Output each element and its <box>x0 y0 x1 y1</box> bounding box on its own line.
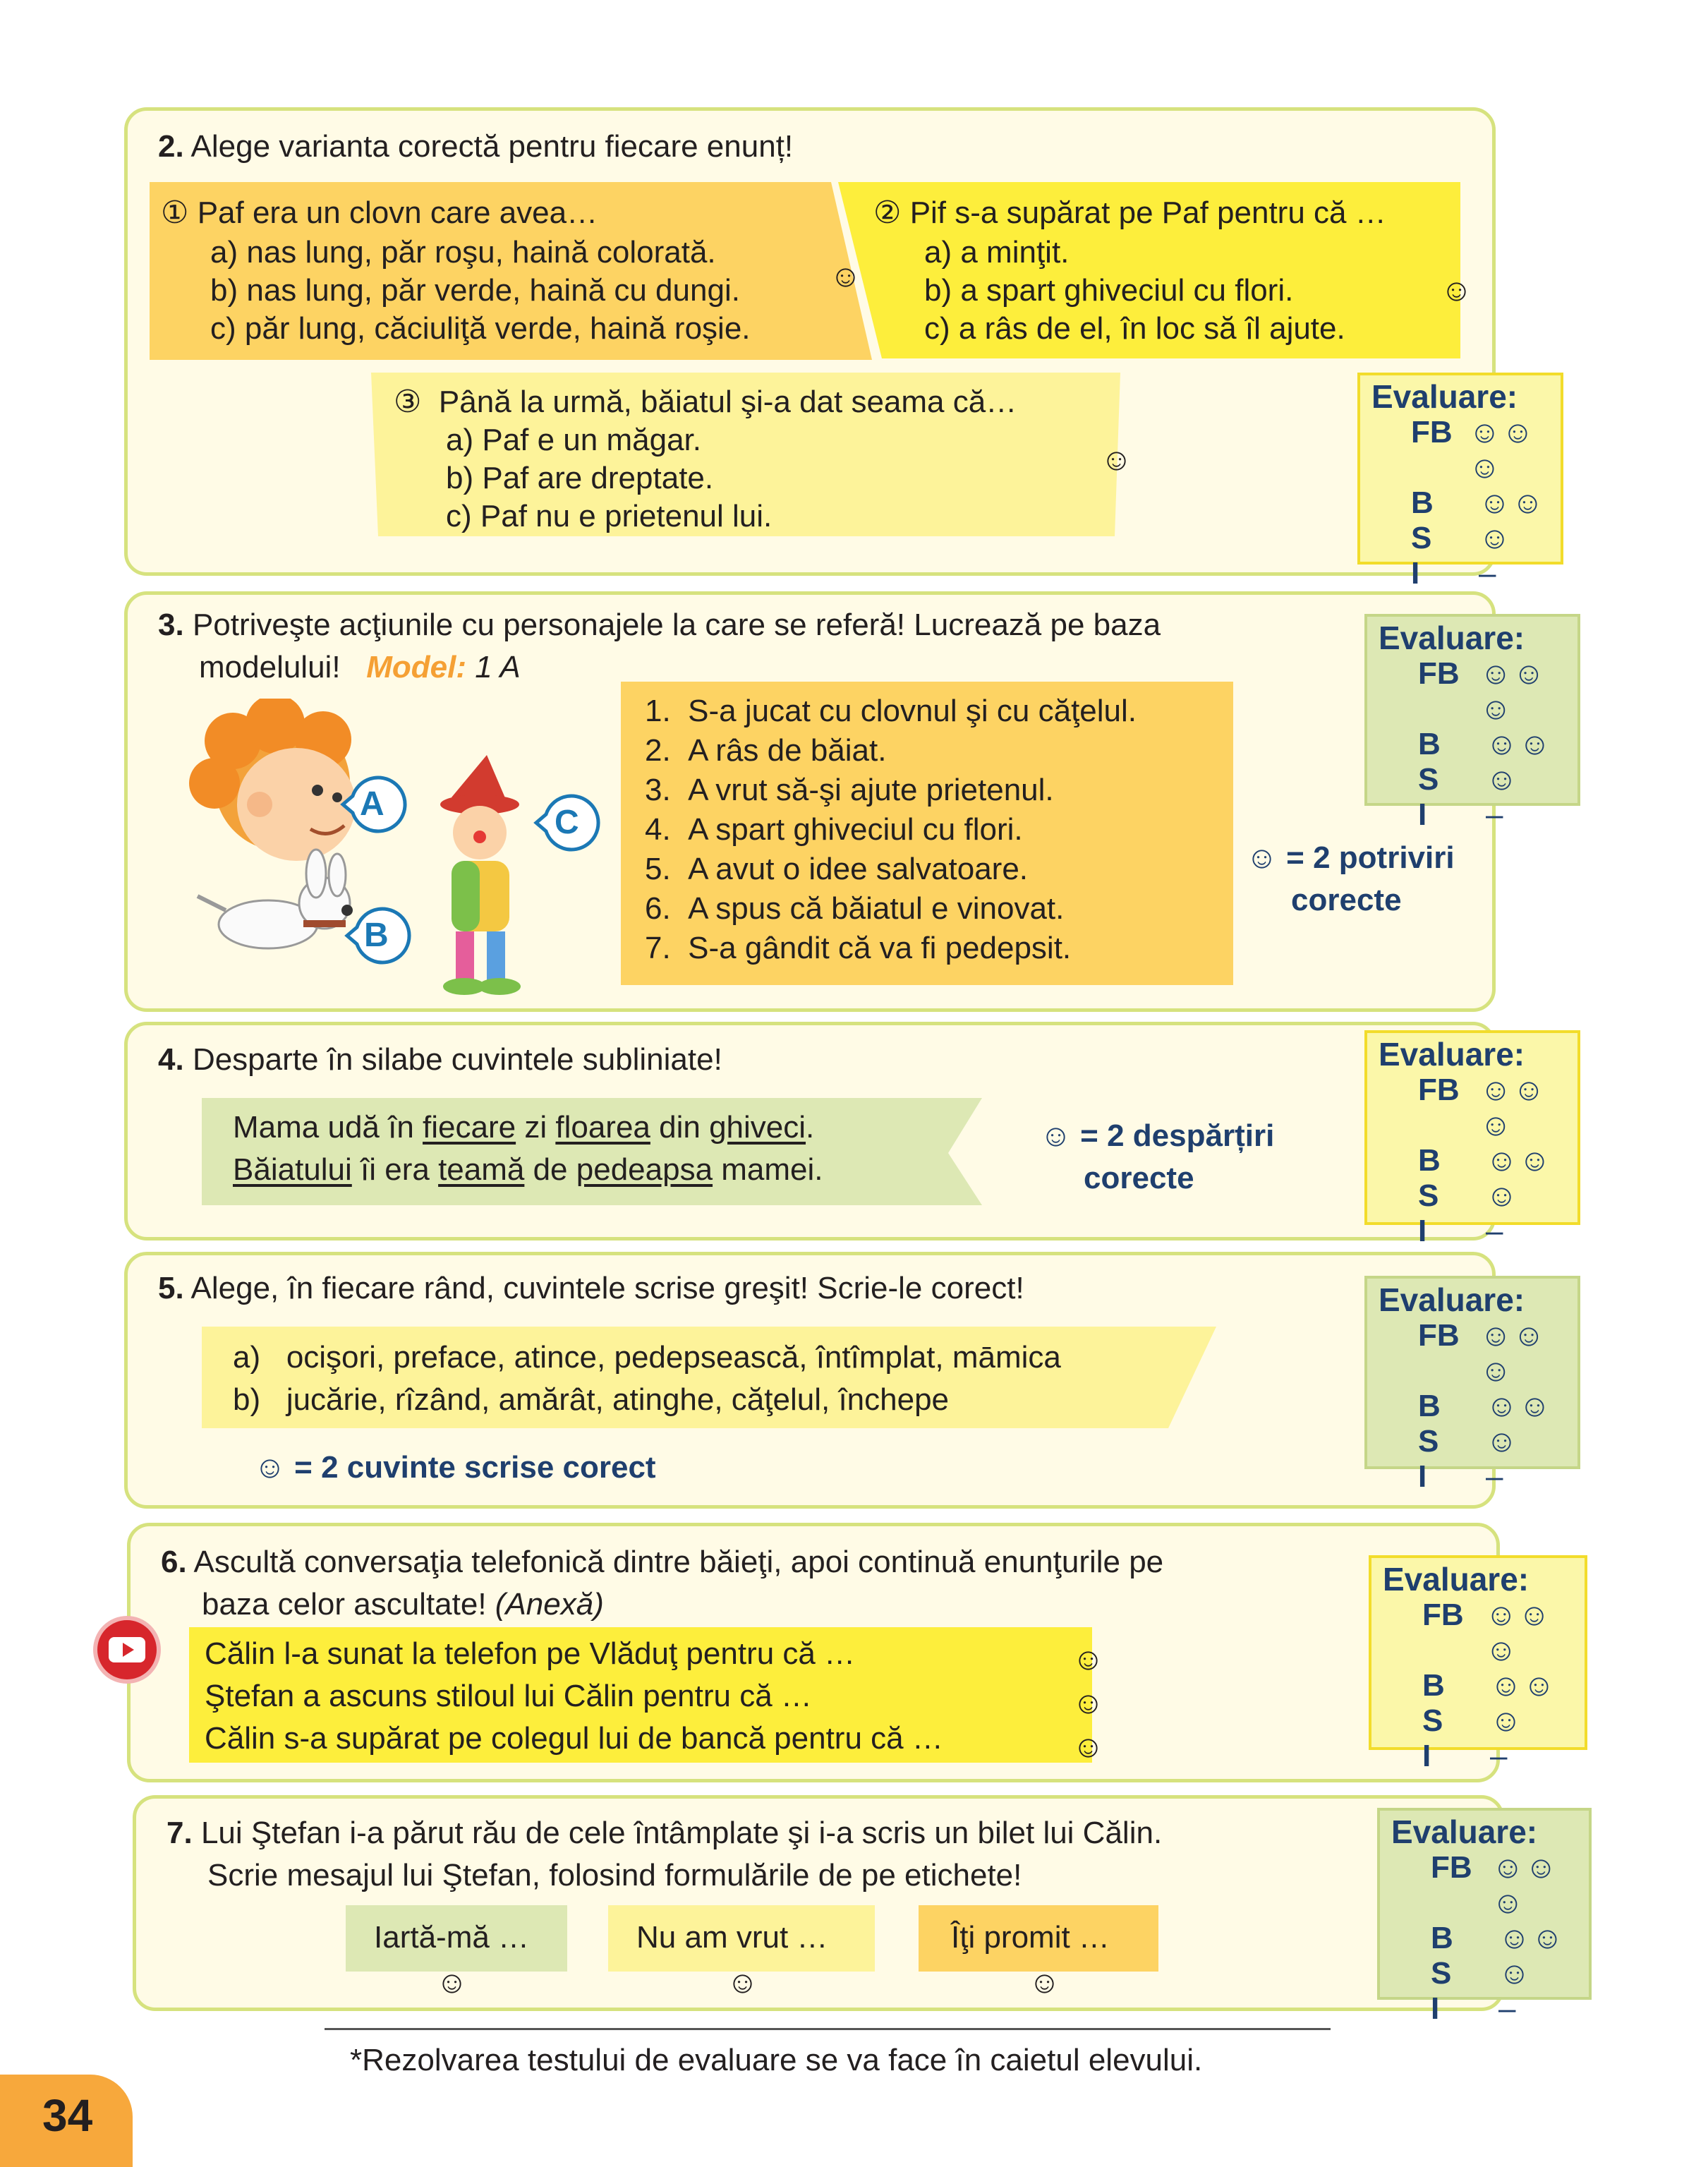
action-7: 7. S-a gândit că va fi pedepsit. <box>645 931 1072 965</box>
smiley-icon: ☺ <box>1441 273 1472 308</box>
play-audio-button[interactable] <box>93 1616 161 1684</box>
action-6: 6. A spus că băiatul e vinovat. <box>645 891 1065 926</box>
page-number: 34 <box>42 2090 93 2141</box>
smiley-icon: ☺ <box>830 259 861 294</box>
q1-stem: ① Paf era un clovn care avea… <box>161 195 598 230</box>
play-icon <box>97 1620 157 1679</box>
q3-option-b: b) Paf are dreptate. <box>446 461 714 495</box>
smiley-icon: ☺ <box>436 1965 468 2000</box>
action-2: 2. A râs de băiat. <box>645 733 887 768</box>
smiley-icon: ☺ <box>1029 1965 1060 2000</box>
exercise-3-prompt-line2: modelului! Model: 1 A <box>199 650 521 684</box>
exercise-3-criterion-line1: ☺ = 2 potriviri <box>1246 840 1455 875</box>
evaluation-box: Evaluare: FB ☺☺☺ B ☺☺ S ☺ I – <box>1364 1030 1580 1225</box>
exercise-4-line1: Mama udă în fiecare zi floarea din ghiveci. <box>233 1110 815 1145</box>
q1-option-c: c) păr lung, căciuliţă verde, haină roşie. <box>210 311 751 346</box>
smiley-icon: ☺ <box>1072 1730 1104 1764</box>
exercise-7-prompt-line1: 7. Lui Ştefan i-a părut rău de cele întâmplate şi i-a scris un bilet lui Călin. <box>166 1816 1163 1850</box>
exercise-4-criterion-line1: ☺ = 2 despărțiri <box>1040 1118 1275 1153</box>
clown-illustration <box>440 755 521 995</box>
footer-divider <box>325 2028 1331 2030</box>
exercise-6-sentence-1: Călin l-a sunat la telefon pe Vlăduţ pentru că … <box>205 1636 856 1671</box>
footer-note: *Rezolvarea testului de evaluare se va face în caietul elevului. <box>350 2043 1203 2077</box>
smiley-icon: ☺ <box>254 1450 286 1485</box>
characters-illustration <box>183 699 677 995</box>
action-4: 4. A spart ghiveciul cu flori. <box>645 812 1023 847</box>
q2-stem: ② Pif s-a supărat pe Paf pentru că … <box>873 195 1386 230</box>
smiley-icon: ☺ <box>1040 1118 1072 1153</box>
exercise-5-prompt: 5. Alege, în fiecare rând, cuvintele scrise greşit! Scrie-le corect! <box>158 1271 1024 1305</box>
exercise-6-prompt-line2: baza celor ascultate! (Anexă) <box>202 1587 604 1622</box>
q1-option-b: b) nas lung, păr verde, haină cu dungi. <box>210 273 740 308</box>
exercise-4-line2: Băiatului îi era teamă de pedeapsa mamei. <box>233 1152 823 1187</box>
character-label-c: C <box>555 804 579 841</box>
q1-option-a: a) nas lung, păr roşu, haină colorată. <box>210 235 716 270</box>
smiley-icon: ☺ <box>1072 1686 1104 1720</box>
exercise-6-sentence-2: Ştefan a ascuns stiloul lui Călin pentru că … <box>205 1679 812 1713</box>
exercise-5-row-b: b) jucărie, rîzând, amărât, atinghe, căţelul, închepe <box>233 1382 950 1417</box>
exercise-7-prompt-line2: Scrie mesajul lui Ştefan, folosind formulările de pe etichete! <box>207 1858 1022 1893</box>
action-5: 5. A avut o idee salvatoare. <box>645 852 1029 886</box>
exercise-5-criterion: ☺ = 2 cuvinte scrise corect <box>254 1450 656 1485</box>
evaluation-box: Evaluare: FB ☺☺☺ B ☺☺ S ☺ I – <box>1377 1808 1592 2000</box>
exercise-5-row-a: a) ocişori, preface, atince, pedepsească, întîmplat, māmica <box>233 1340 1061 1375</box>
label-iti-promit-text: Îţi promit … <box>951 1920 1110 1955</box>
smiley-icon: ☺ <box>727 1965 758 2000</box>
boy-illustration <box>189 699 356 861</box>
evaluation-box: Evaluare: FB ☺☺☺ B ☺☺ S ☺ I – <box>1364 614 1580 806</box>
action-1: 1. S-a jucat cu clovnul şi cu căţelul. <box>645 694 1137 728</box>
q3-option-a: a) Paf e un măgar. <box>446 423 701 457</box>
q3-stem: ③ Până la urmă, băiatul şi-a dat seama că… <box>394 385 1017 419</box>
q2-option-a: a) a minţit. <box>924 235 1070 270</box>
smiley-icon: ☺ <box>1072 1642 1104 1677</box>
smiley-icon: ☺ <box>1246 840 1278 875</box>
label-iarta-ma-text: Iartă-mă … <box>374 1920 530 1955</box>
exercise-6-sentence-3: Călin s-a supărat pe colegul lui de bancă pentru că … <box>205 1721 943 1756</box>
q3-option-c: c) Paf nu e prietenul lui. <box>446 499 773 533</box>
character-label-a: A <box>360 785 384 823</box>
smiley-icon: ☺ <box>1101 442 1132 477</box>
exercise-2-prompt: 2. Alege varianta corectă pentru fiecare enunț! <box>158 129 794 164</box>
exercise-4-criterion-line2: corecte <box>1084 1161 1194 1195</box>
exercise-3-prompt-line1: 3. Potriveşte acţiunile cu personajele la care se referă! Lucrează pe baza <box>158 608 1161 642</box>
dog-illustration <box>198 850 353 948</box>
evaluation-box: Evaluare: FB ☺☺☺ B ☺☺ S ☺ I – <box>1369 1555 1587 1750</box>
action-3: 3. A vrut să-şi ajute prietenul. <box>645 773 1054 807</box>
evaluation-box: Evaluare: FB ☺☺☺ B ☺☺ S ☺ I – <box>1357 373 1563 565</box>
exercise-6-prompt-line1: 6. Ascultă conversaţia telefonică dintre băieţi, apoi continuă enunţurile pe <box>161 1545 1164 1579</box>
label-nu-am-vrut-text: Nu am vrut … <box>636 1920 828 1955</box>
character-label-b: B <box>364 917 389 954</box>
exercise-4-prompt: 4. Desparte în silabe cuvintele subliniate! <box>158 1042 722 1077</box>
q2-option-b: b) a spart ghiveciul cu flori. <box>924 273 1294 308</box>
q2-option-c: c) a râs de el, în loc să îl ajute. <box>924 311 1345 346</box>
exercise-3-criterion-line2: corecte <box>1291 883 1402 917</box>
evaluation-box: Evaluare: FB ☺☺☺ B ☺☺ S ☺ I – <box>1364 1276 1580 1469</box>
